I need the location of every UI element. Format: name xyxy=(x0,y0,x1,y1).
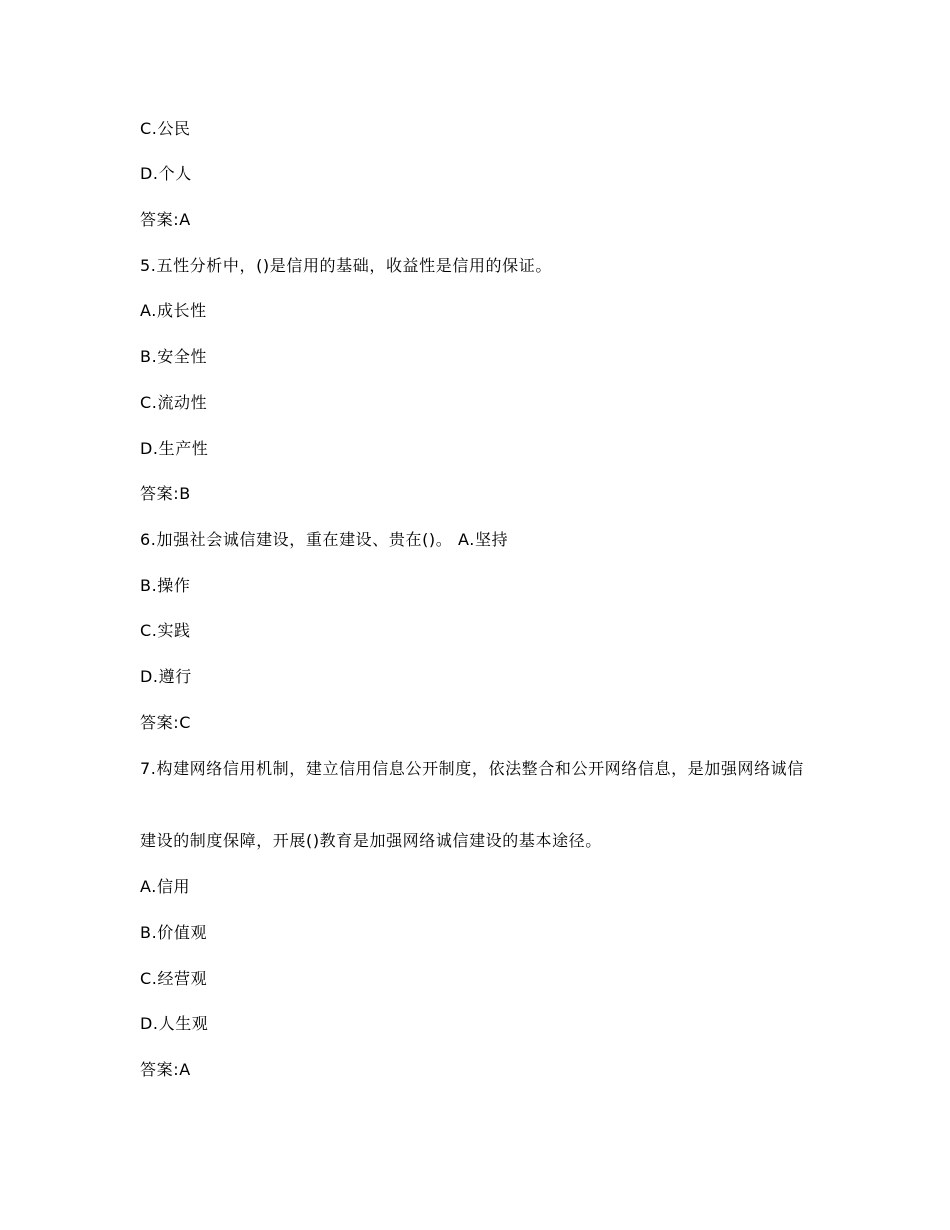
option-c-q6: C.实践 xyxy=(140,621,191,640)
answer-q4: 答案:A xyxy=(140,210,191,229)
option-b-q5: B.安全性 xyxy=(140,347,208,366)
option-c-q5: C.流动性 xyxy=(140,393,208,412)
answer-q5: 答案:B xyxy=(140,484,191,503)
option-a-q7: A.信用 xyxy=(140,877,191,896)
option-d-q6: D.遵行 xyxy=(140,667,192,686)
question-5: 5.五性分析中，()是信用的基础，收益性是信用的保证。 xyxy=(140,256,552,275)
option-d-q7: D.人生观 xyxy=(140,1014,209,1033)
option-a-q5: A.成长性 xyxy=(140,301,207,320)
option-c-q7: C.经营观 xyxy=(140,969,208,988)
answer-q6: 答案:C xyxy=(140,713,191,732)
option-d-q5: D.生产性 xyxy=(140,439,209,458)
option-c-q4: C.公民 xyxy=(140,119,191,138)
option-d-q4: D.个人 xyxy=(140,164,192,183)
answer-q7: 答案:A xyxy=(140,1060,191,1079)
question-7-continued: 建设的制度保障，开展()教育是加强网络诚信建设的基本途径。 xyxy=(140,831,602,850)
question-6: 6.加强社会诚信建设，重在建设、贵在()。 A.坚持 xyxy=(140,530,509,549)
option-b-q7: B.价值观 xyxy=(140,923,208,942)
option-b-q6: B.操作 xyxy=(140,576,191,595)
question-7: 7.构建网络信用机制，建立信用信息公开制度，依法整合和公开网络信息，是加强网络诚信 xyxy=(140,759,804,778)
